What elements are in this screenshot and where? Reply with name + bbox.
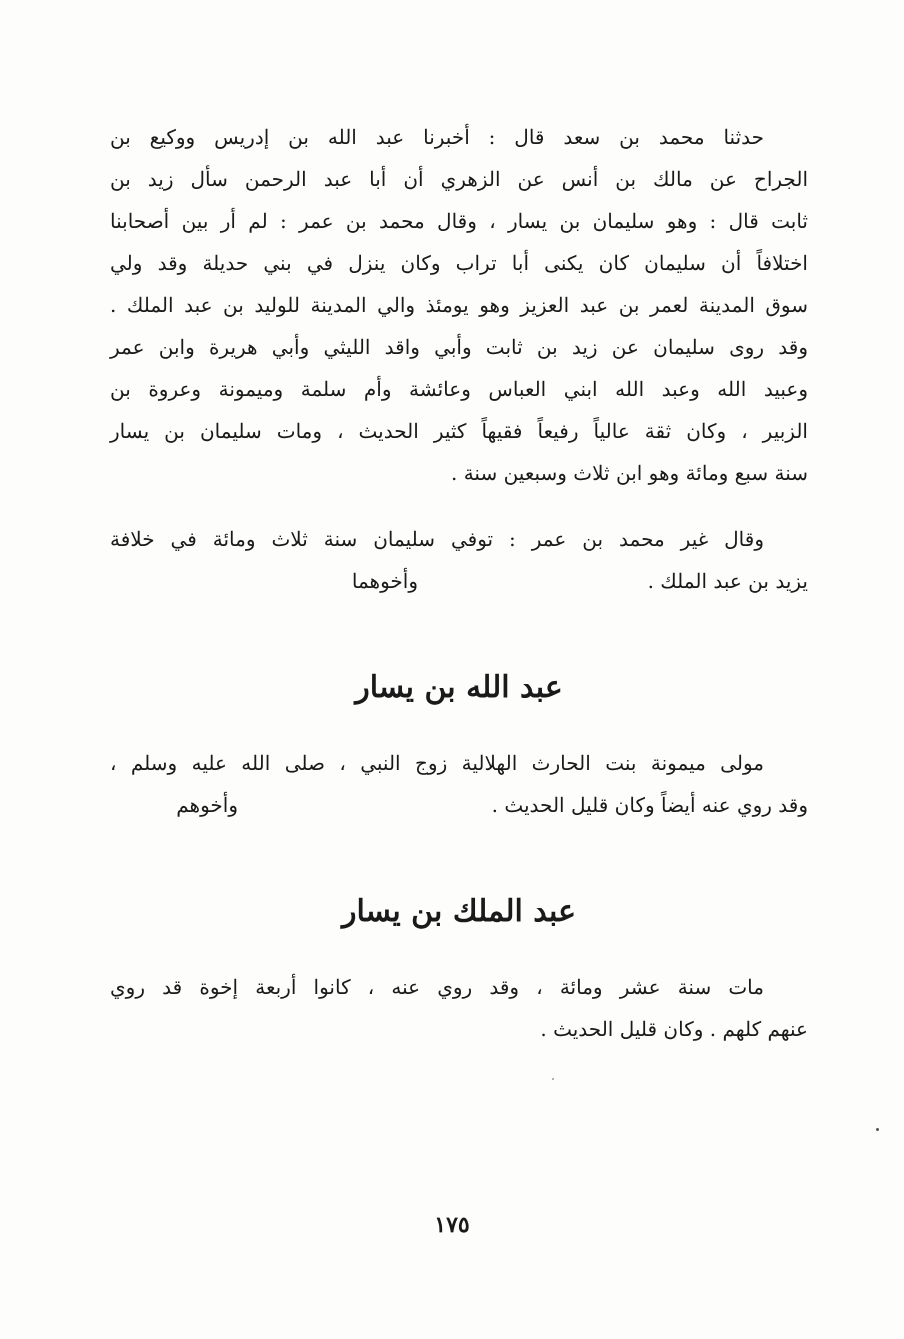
- text-line: الجراح عن مالك بن أنس عن الزهري أن أبا عبد الرحمن سأل زيد بن: [110, 167, 808, 191]
- section-3-paragraph: [110, 966, 808, 1050]
- text-line: مات سنة عشر ومائة ، وقد روي عنه ، كانوا أربعة إخوة قد روي: [110, 975, 764, 999]
- section-3-title: عبد الملك بن يسار: [342, 894, 576, 929]
- text-line: عنهم كلهم . وكان قليل الحديث .: [540, 1017, 808, 1041]
- text-line: سنة سبع ومائة وهو ابن ثلاث وسبعين سنة .: [450, 461, 808, 485]
- margin-note: وأخوهما: [351, 569, 418, 593]
- text-line: وقد روي عنه أيضاً وكان قليل الحديث .: [491, 793, 808, 817]
- text-line: وقد روى سليمان عن زيد بن ثابت وأبي واقد الليثي وأبي هريرة وابن عمر: [110, 335, 808, 359]
- text-line: حدثنا محمد بن سعد قال : أخبرنا عبد الله بن إدريس ووكيع بن: [110, 125, 764, 149]
- margin-note: وأخوهم: [176, 793, 238, 817]
- text-line: اختلافاً أن سليمان كان يكنى أبا تراب وكان ينزل في بني حديلة وقد ولي: [110, 251, 808, 275]
- section-2-paragraph: [110, 742, 808, 826]
- section-1-paragraph-2: [110, 518, 808, 602]
- page-number: ١٧٥: [434, 1212, 470, 1238]
- text-line: الزبير ، وكان ثقة عالياً رفيعاً فقيهاً كثير الحديث ، ومات سليمان بن يسار: [110, 419, 808, 443]
- text-line: وقال غير محمد بن عمر : توفي سليمان سنة ثلاث ومائة في خلافة: [110, 527, 764, 551]
- section-2-title: عبد الله بن يسار: [355, 670, 563, 705]
- text-line: سوق المدينة لعمر بن عبد العزيز وهو يومئذ والي المدينة للوليد بن عبد الملك .: [110, 293, 808, 317]
- section-1-paragraph: [110, 116, 808, 494]
- scan-speck: [876, 1128, 879, 1131]
- text-line: مولى ميمونة بنت الحارث الهلالية زوج النبي ، صلى الله عليه وسلم ،: [110, 751, 764, 775]
- text-line-with-aside: [110, 560, 808, 602]
- text-line-with-aside: [110, 784, 808, 826]
- scan-speck: [552, 1078, 554, 1080]
- text-line: وعبيد الله وعبد الله ابني العباس وعائشة وأم سلمة وميمونة وعروة بن: [110, 377, 808, 401]
- text-line: ثابت قال : وهو سليمان بن يسار ، وقال محمد بن عمر : لم أر بين أصحابنا: [110, 209, 808, 233]
- text-line: يزيد بن عبد الملك .: [647, 569, 808, 593]
